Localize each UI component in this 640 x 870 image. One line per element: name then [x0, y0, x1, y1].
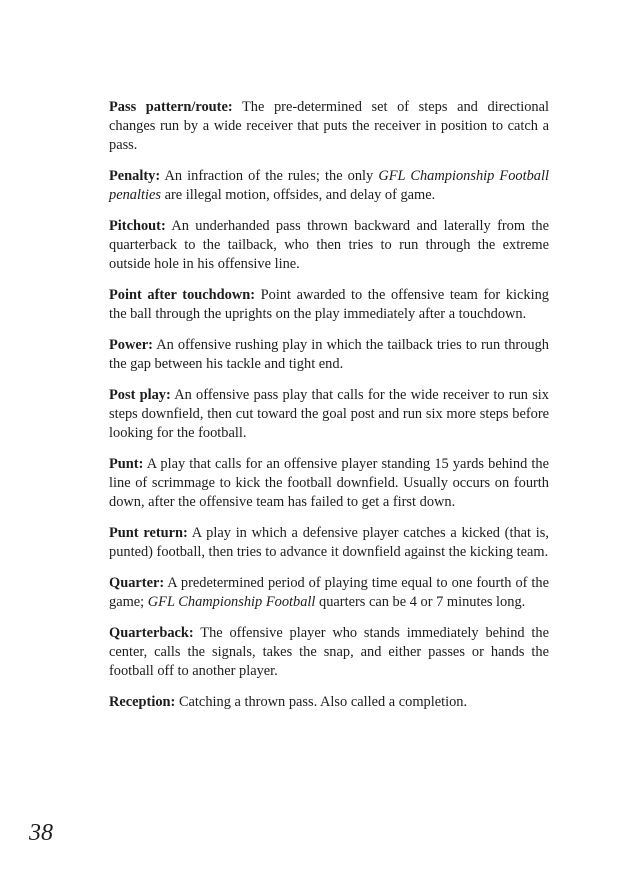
glossary-term: Quarter: — [109, 575, 165, 591]
glossary-text: A play that calls for an offensive player standing 15 yards behind the line of scrimmage to kick the football downfield. Usually occurs on fourth down, after the offensive team has failed to get a first down. — [109, 456, 549, 510]
glossary-definition — [109, 624, 549, 681]
glossary-definition — [109, 524, 549, 562]
glossary-definition — [109, 386, 549, 443]
glossary-definition — [109, 167, 549, 205]
glossary-term: Quarterback: — [109, 625, 194, 641]
glossary-entry — [109, 524, 549, 562]
glossary-entry — [109, 98, 549, 155]
glossary-entry — [109, 386, 549, 443]
glossary-term: Point after touchdown: — [109, 287, 256, 303]
glossary-definition — [109, 286, 549, 324]
glossary-entry — [109, 455, 549, 512]
glossary-text: An offensive pass play that calls for the wide receiver to run six steps downfield, then cut toward the goal post and run six more steps before looking for the football. — [109, 387, 549, 441]
glossary-term: Penalty: — [109, 168, 161, 184]
glossary-text: Catching a thrown pass. Also called a completion. — [175, 694, 468, 710]
glossary-entry — [109, 217, 549, 274]
glossary-text: Point awarded to the offensive team for kicking the ball through the uprights on the play immediately after a touchdown. — [109, 287, 549, 322]
glossary-list — [109, 98, 549, 724]
glossary-term: Pitchout: — [109, 218, 166, 234]
glossary-text: A play in which a defensive player catches a kicked (that is, punted) football, then tries to advance it downfield against the kicking team. — [109, 525, 549, 560]
glossary-text: A predetermined period of playing time equal to one fourth of the game; — [109, 575, 549, 610]
glossary-term: Power: — [109, 337, 153, 353]
glossary-text: The offensive player who stands immediately behind the center, calls the signals, takes the snap, and either passes or hands the football off to another player. — [109, 625, 549, 679]
glossary-term: Punt: — [109, 456, 144, 472]
glossary-text: An offensive rushing play in which the tailback tries to run through the gap between his tackle and tight end. — [109, 337, 549, 372]
glossary-term: Punt return: — [109, 525, 188, 541]
glossary-definition — [109, 455, 549, 512]
glossary-definition — [109, 217, 549, 274]
glossary-entry — [109, 336, 549, 374]
glossary-entry — [109, 624, 549, 681]
glossary-text: An infraction of the rules; the only — [160, 168, 379, 184]
glossary-definition — [109, 693, 549, 712]
glossary-text: An underhanded pass thrown backward and laterally from the quarterback to the tailback, who then tries to run through the extreme outside hole in his offensive line. — [109, 218, 549, 272]
glossary-text: are illegal motion, offsides, and delay of game. — [160, 187, 436, 203]
glossary-definition — [109, 574, 549, 612]
glossary-term: Reception: — [109, 694, 176, 710]
glossary-term: Pass pattern/route: — [109, 99, 233, 115]
glossary-text: quarters can be 4 or 7 minutes long. — [315, 594, 526, 610]
glossary-italic-text: GFL Championship Football penalties — [109, 168, 549, 203]
glossary-entry — [109, 286, 549, 324]
page-number: 38 — [29, 820, 53, 846]
glossary-term: Post play: — [109, 387, 171, 403]
glossary-entry — [109, 167, 549, 205]
glossary-definition — [109, 336, 549, 374]
glossary-text: The pre-determined set of steps and directional changes run by a wide receiver that puts the receiver in position to catch a pass. — [109, 99, 549, 153]
glossary-definition — [109, 98, 549, 155]
glossary-italic-text: GFL Championship Football — [147, 594, 316, 610]
glossary-entry — [109, 574, 549, 612]
glossary-entry — [109, 693, 549, 712]
